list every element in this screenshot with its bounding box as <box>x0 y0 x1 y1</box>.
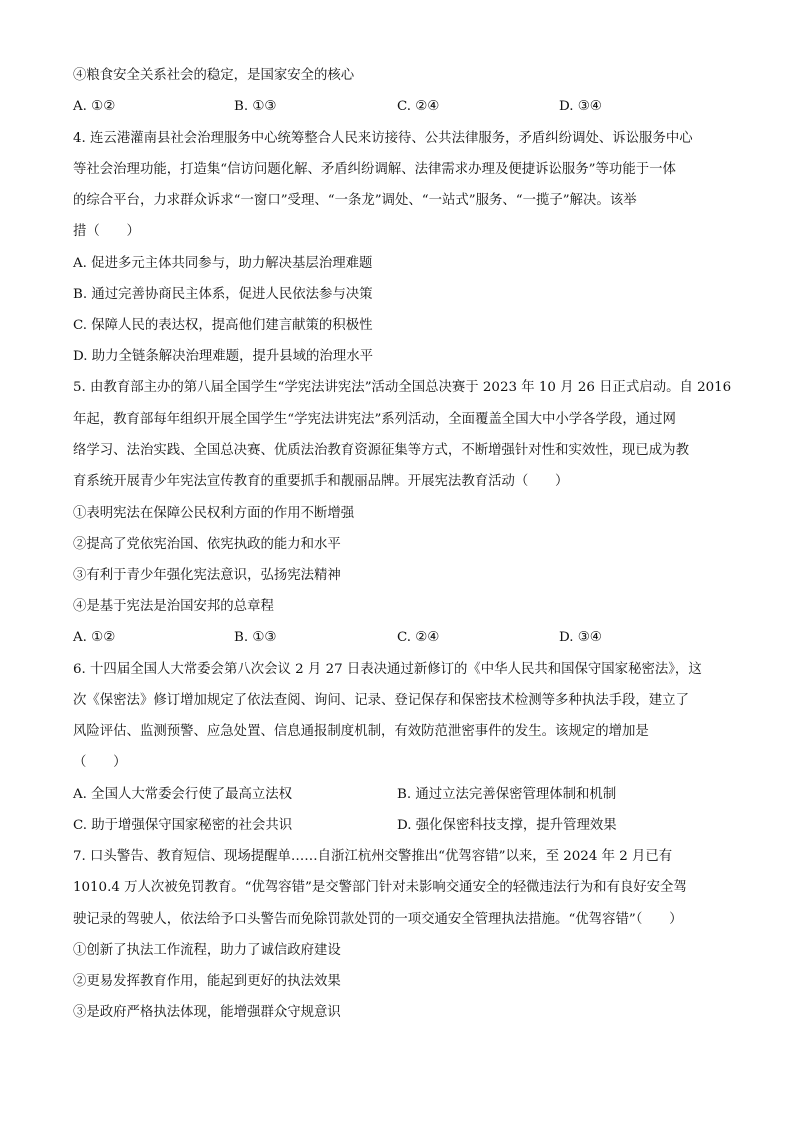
q7-statement-1: ①创新了执法工作流程，助力了诚信政府建设 <box>73 943 341 958</box>
q5-stem-line-2: 年起，教育部每年组织开展全国学生“学宪法讲宪法”系列活动，全面覆盖全国大中小学各学段，通过网 <box>73 412 676 427</box>
q6-option-d: D. 强化保密科技支撑，提升管理效果 <box>397 818 617 833</box>
q5-statement-2: ②提高了党依宪治国、依宪执政的能力和水平 <box>73 537 341 552</box>
q4-option-c: C. 保障人民的表达权，提高他们建言献策的积极性 <box>73 318 373 333</box>
q6-stem-line-2: 次《保密法》修订增加规定了依法查阅、询问、记录、登记保存和保密技术检测等多种执法手段，建立了 <box>73 693 689 708</box>
q5-option-b: B. ①③ <box>234 630 277 645</box>
q7-statement-3: ③是政府严格执法体现，能增强群众守规意识 <box>73 1005 341 1020</box>
q6-stem-line-4: （ ） <box>73 755 127 770</box>
q6-stem-line-3: 风险评估、监测预警、应急处置、信息通报制度机制，有效防范泄密事件的发生。该规定的增加是 <box>73 724 649 739</box>
q4-option-a: A. 促进多元主体共同参与，助力解决基层治理难题 <box>73 256 373 271</box>
q3-option-d: D. ③④ <box>559 99 602 114</box>
q4-stem-line-2: 等社会治理功能，打造集“信访问题化解、矛盾纠纷调解、法律需求办理及便捷诉讼服务”等功能于一体 <box>73 162 676 177</box>
q4-stem-line-4: 措（ ） <box>73 224 140 239</box>
q5-stem-line-4: 育系统开展青少年宪法宣传教育的重要抓手和靓丽品牌。开展宪法教育活动（ ） <box>73 474 569 489</box>
q6-option-a: A. 全国人大常委会行使了最高立法权 <box>73 787 293 802</box>
q4-option-b: B. 通过完善协商民主体系，促进人民依法参与决策 <box>73 287 373 302</box>
q5-statement-3: ③有利于青少年强化宪法意识，弘扬宪法精神 <box>73 568 341 583</box>
q4-stem-line-1: 4. 连云港灌南县社会治理服务中心统筹整合人民来访接待、公共法律服务，矛盾纠纷调处、诉讼服务中心 <box>73 131 693 146</box>
q5-statement-1: ①表明宪法在保障公民权利方面的作用不断增强 <box>73 506 355 521</box>
q7-stem-line-2: 1010.4 万人次被免罚教育。“优驾容错”是交警部门针对未影响交通安全的轻微违法行为和有良好安全驾 <box>73 880 687 895</box>
q3-option-a: A. ①② <box>73 99 116 114</box>
q6-stem-line-1: 6. 十四届全国人大常委会第八次会议 2 月 27 日表决通过新修订的《中华人民共和国保守国家秘密法》，这 <box>73 662 702 677</box>
q7-stem-line-1: 7. 口头警告、教育短信、现场提醒单……自浙江杭州交警推出“优驾容错”以来，至 2024 年 2 月已有 <box>73 849 673 864</box>
q4-stem-line-3: 的综合平台，力求群众诉求“一窗口”受理、“一条龙”调处、“一站式”服务、“一揽子”解决。该举 <box>73 193 637 208</box>
q3-statement-4: ④粮食安全关系社会的稳定，是国家安全的核心 <box>73 68 355 83</box>
q7-stem-line-3: 驶记录的驾驶人，依法给予口头警告而免除罚款处罚的一项交通安全管理执法措施。“优驾容错”（ ） <box>73 912 683 927</box>
q5-statement-4: ④是基于宪法是治国安邦的总章程 <box>73 599 274 614</box>
q5-option-c: C. ②④ <box>397 630 440 645</box>
q5-option-a: A. ①② <box>73 630 116 645</box>
q3-option-c: C. ②④ <box>397 99 440 114</box>
q5-stem-line-3: 络学习、法治实践、全国总决赛、优质法治教育资源征集等方式，不断增强针对性和实效性，现已成为教 <box>73 443 689 458</box>
q6-option-b: B. 通过立法完善保密管理体制和机制 <box>397 787 617 802</box>
q5-stem-line-1: 5. 由教育部主办的第八届全国学生“学宪法讲宪法”活动全国总决赛于 2023 年 10 月 26 日正式启动。自 2016 <box>73 380 732 395</box>
q3-option-b: B. ①③ <box>234 99 277 114</box>
q7-statement-2: ②更易发挥教育作用，能起到更好的执法效果 <box>73 974 341 989</box>
q4-option-d: D. 助力全链条解决治理难题，提升县域的治理水平 <box>73 349 373 364</box>
q5-option-d: D. ③④ <box>559 630 602 645</box>
q6-option-c: C. 助于增强保守国家秘密的社会共识 <box>73 818 293 833</box>
